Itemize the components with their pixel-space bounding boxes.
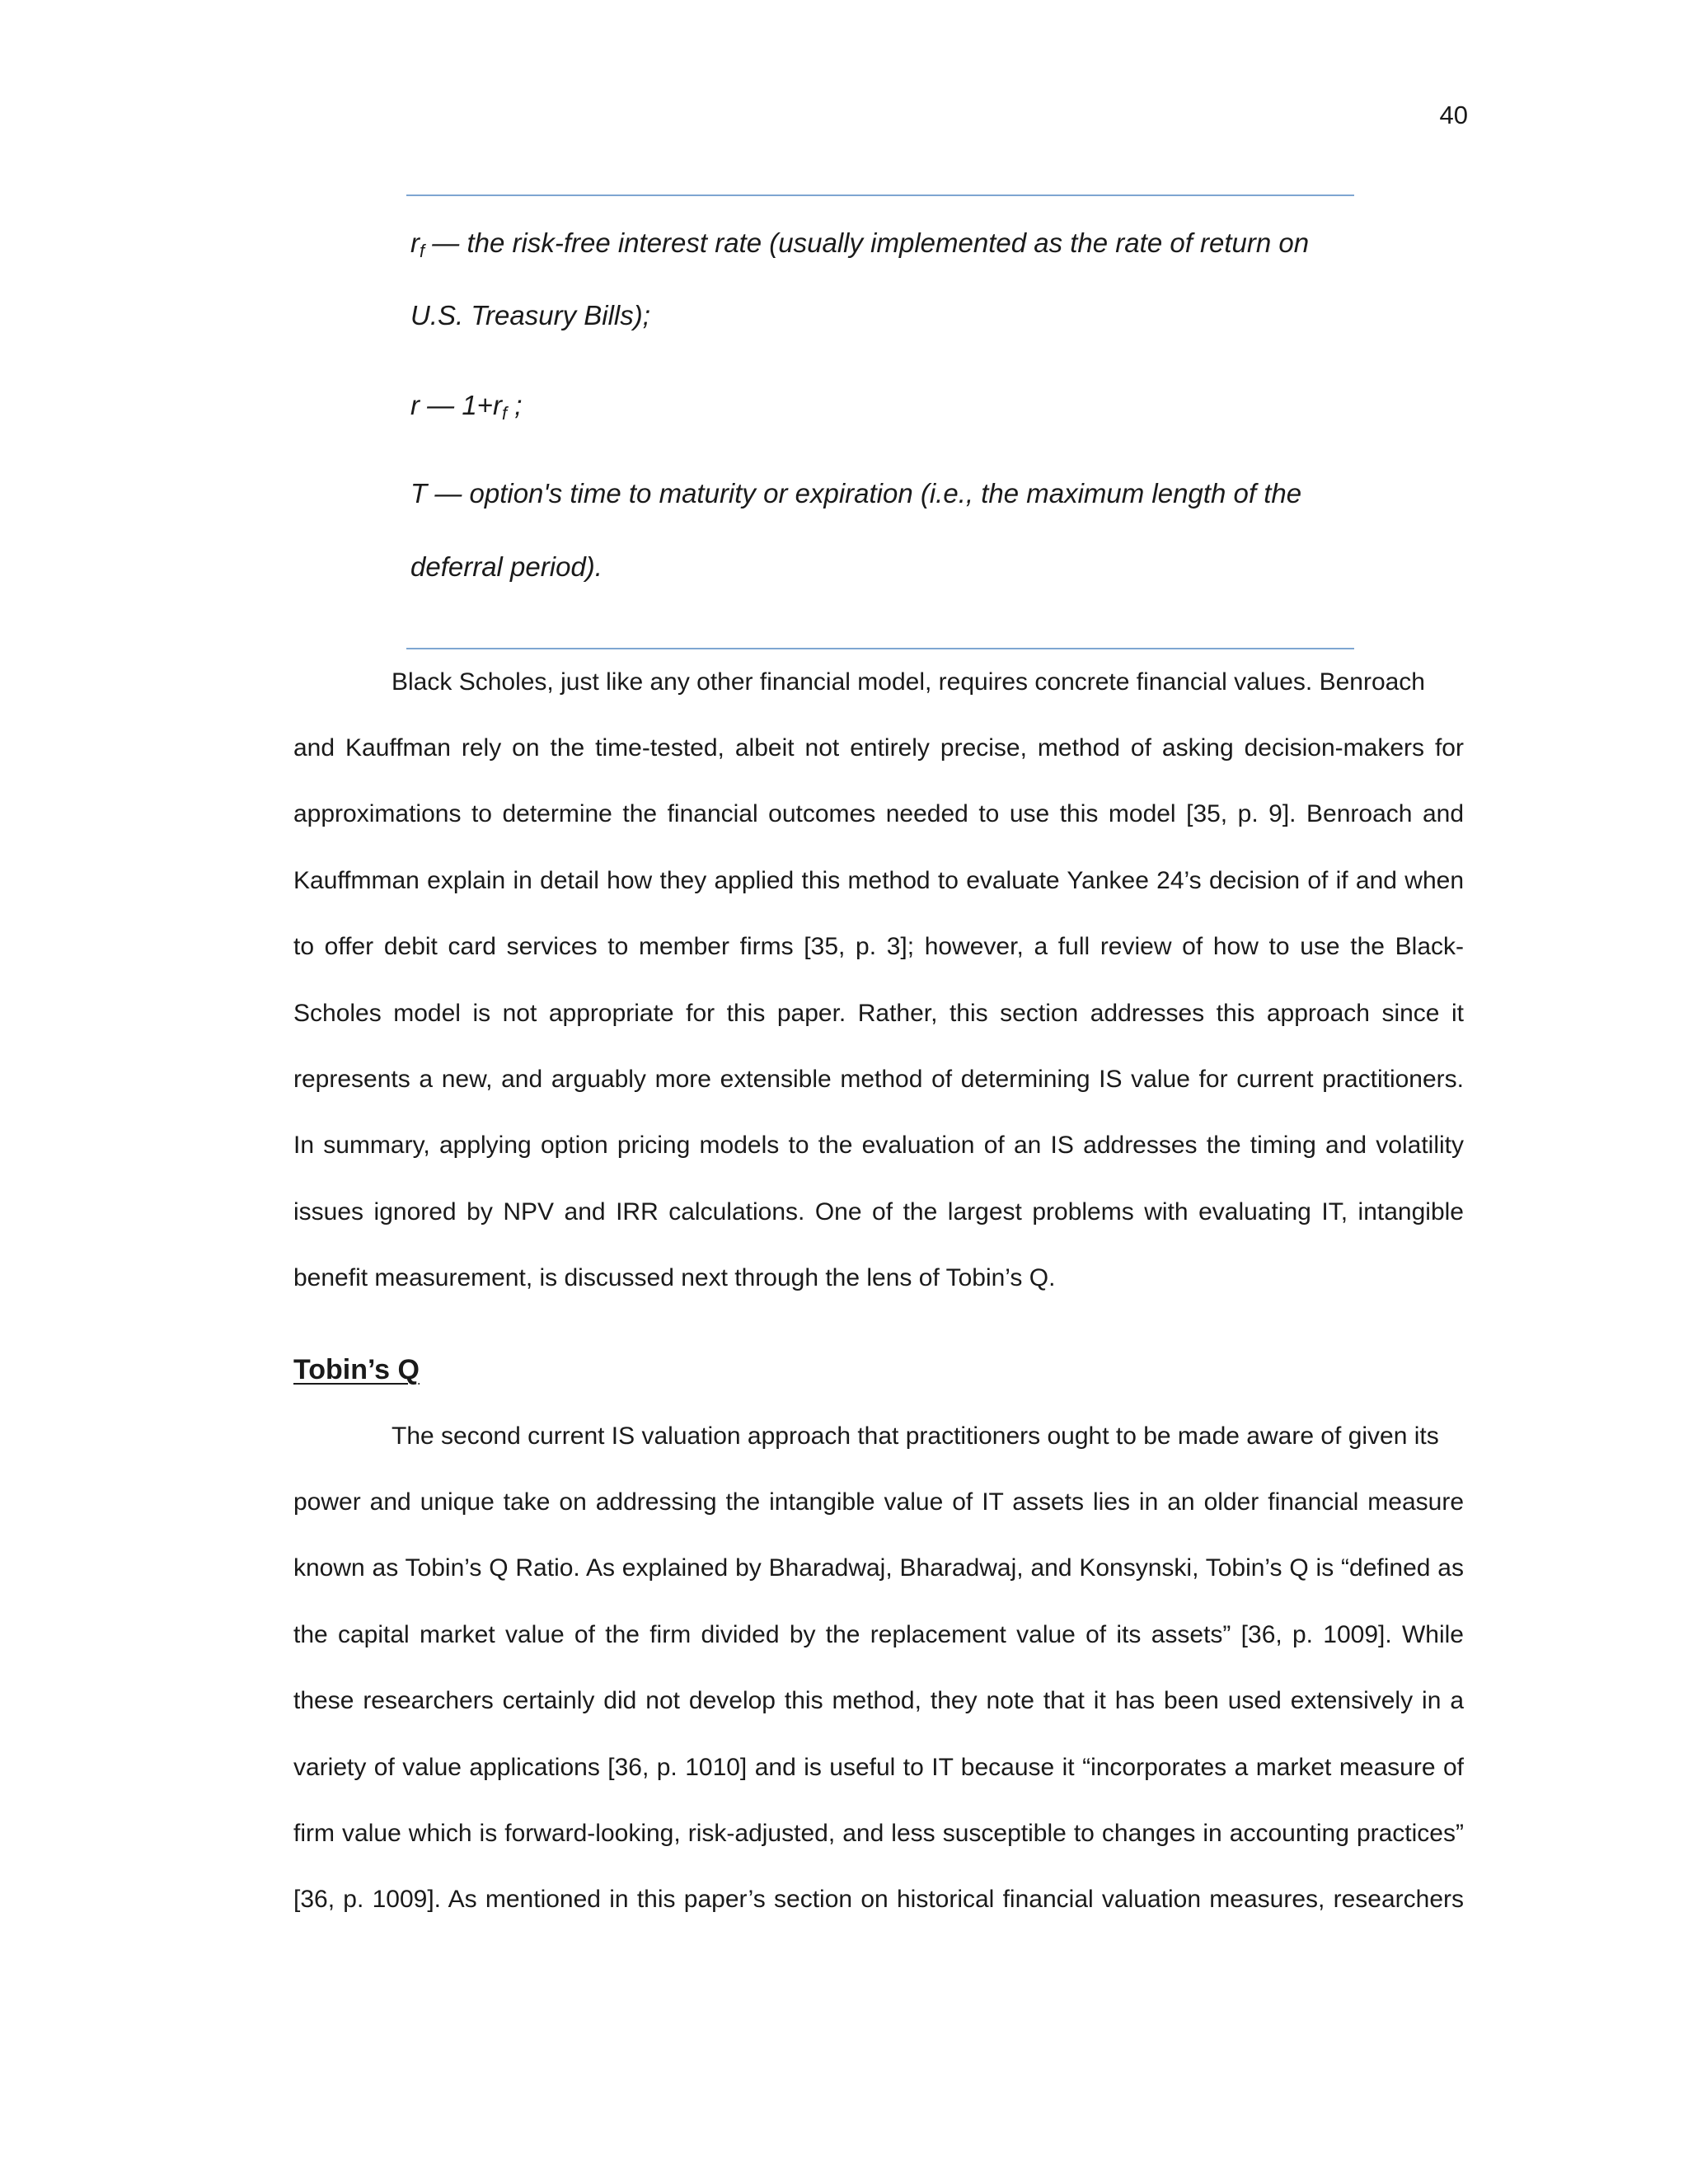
paragraph-line: variety of value applications [36, p. 1010] and is useful to IT because it “incorporates a market measure of	[293, 1754, 1464, 1781]
paragraph-line: Scholes model is not appropriate for this paper. Rather, this section addresses this approach since it	[293, 1000, 1464, 1027]
paragraph-line: power and unique take on addressing the intangible value of IT assets lies in an older financial measure	[293, 1488, 1464, 1516]
paragraph-line: issues ignored by NPV and IRR calculations. One of the largest problems with evaluating IT, intangible	[293, 1198, 1464, 1226]
paragraph-line: [36, p. 1009]. As mentioned in this paper’s section on historical financial valuation measures, researchers	[293, 1886, 1464, 1913]
rf-subscript: f	[420, 241, 425, 261]
paragraph-line: The second current IS valuation approach that practitioners ought to be made aware of given its	[392, 1422, 1439, 1450]
definition-t-line-2: deferral period).	[410, 551, 603, 582]
paragraph-line: In summary, applying option pricing models to the evaluation of an IS addresses the timing and volatility	[293, 1132, 1464, 1159]
definition-t-line-1: T — option's time to maturity or expiration (i.e., the maximum length of the	[410, 478, 1302, 509]
paragraph-line: Black Scholes, just like any other financial model, requires concrete financial values. Benroach	[392, 668, 1425, 696]
paragraph-line: approximations to determine the financial outcomes needed to use this model [35, p. 9]. Benroach and	[293, 800, 1464, 827]
definition-rf-line-2: U.S. Treasury Bills);	[410, 300, 650, 330]
r-definition-text: r — 1+r	[410, 390, 502, 420]
paragraph-line: Kauffmman explain in detail how they applied this method to evaluate Yankee 24’s decision of if and when	[293, 867, 1464, 894]
r-subscript: f	[501, 403, 508, 424]
r-definition-end: ;	[507, 390, 523, 420]
paragraph-line: and Kauffman rely on the time-tested, albeit not entirely precise, method of asking decision-makers for	[293, 734, 1464, 762]
paragraph-line: firm value which is forward-looking, risk-adjusted, and less susceptible to changes in accounting practices”	[293, 1820, 1464, 1847]
definitions-bottom-rule	[406, 648, 1354, 649]
definition-r	[410, 389, 522, 422]
paragraph-line: to offer debit card services to member firms [35, p. 3]; however, a full review of how to use the Black-	[293, 933, 1464, 960]
paragraph-line: represents a new, and arguably more extensible method of determining IS value for current practitioners.	[293, 1066, 1464, 1093]
paragraph-line: the capital market value of the firm divided by the replacement value of its assets” [36, p. 1009]. While	[293, 1621, 1464, 1648]
paragraph-line: these researchers certainly did not develop this method, they note that it has been used extensively in a	[293, 1687, 1464, 1714]
section-heading: Tobin’s Q	[293, 1354, 420, 1385]
rf-symbol: r	[410, 227, 420, 258]
rf-definition-text: — the risk-free interest rate (usually implemented as the rate of return on	[424, 227, 1310, 258]
definition-rf-line-1	[410, 227, 1309, 260]
paragraph-line: known as Tobin’s Q Ratio. As explained by Bharadwaj, Bharadwaj, and Konsynski, Tobin’s Q is “defined as	[293, 1554, 1464, 1582]
definitions-top-rule	[406, 194, 1354, 196]
page-number: 40	[1439, 101, 1468, 129]
paragraph-line: benefit measurement, is discussed next through the lens of Tobin’s Q.	[293, 1264, 1056, 1291]
